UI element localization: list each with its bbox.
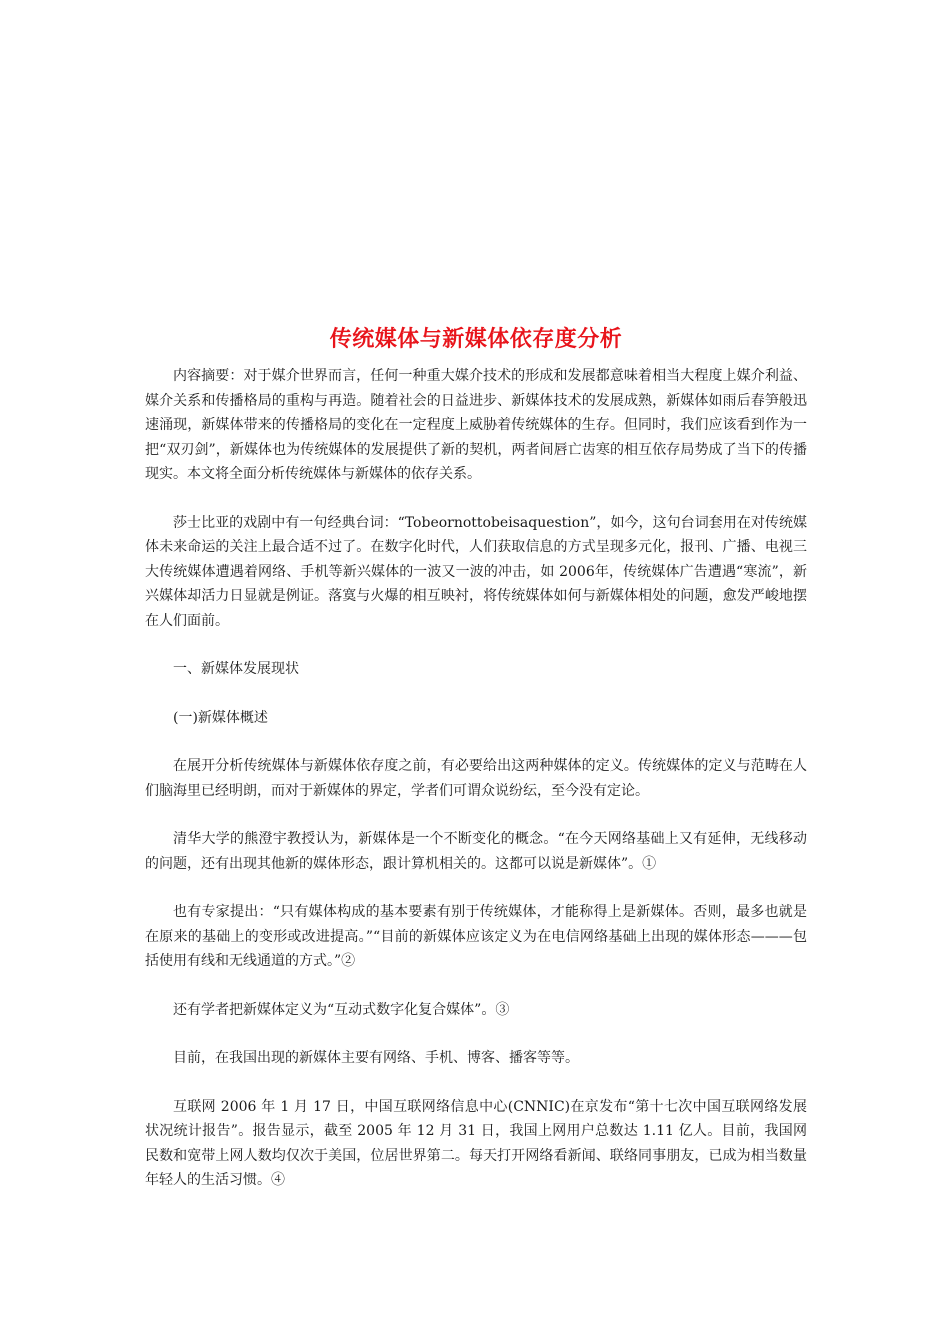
- body-paragraph: 也有专家提出：“只有媒体构成的基本要素有别于传统媒体，才能称得上是新媒体。否则，最多也就是在原来的基础上的变形或改进提高。”“目前的新媒体应该定义为在电信网络基础上出现的媒体形态———包括使用有线和无线通道的方式。”②: [145, 904, 807, 969]
- intro-paragraph: 莎士比亚的戏剧中有一句经典台词：“Tobeornottobeisaquestion”，如今，这句台词套用在对传统媒体未来命运的关注上最合适不过了。在数字化时代，人们获取信息的方式呈现多元化，报刊、广播、电视三大传统媒体遭遇着网络、手机等新兴媒体的一波又一波的冲击，如 2006年，传统媒体广告遭遇“寒流”，新兴媒体却活力日显就是例证。落寞与火爆的相互映衬，将传统媒体如何与新媒体相处的问题，愈发严峻地摆在人们面前。: [145, 514, 807, 629]
- body-paragraph: 清华大学的熊澄宇教授认为，新媒体是一个不断变化的概念。“在今天网络基础上又有延伸，无线移动的问题，还有出现其他新的媒体形态，跟计算机相关的。这都可以说是新媒体”。①: [145, 831, 807, 872]
- body-paragraph: 在展开分析传统媒体与新媒体依存度之前，有必要给出这两种媒体的定义。传统媒体的定义与范畴在人们脑海里已经明朗，而对于新媒体的界定，学者们可谓众说纷纭，至今没有定论。: [145, 758, 807, 799]
- body-paragraph: 还有学者把新媒体定义为“互动式数字化复合媒体”。③: [173, 1001, 510, 1018]
- section-heading-1: 一、新媒体发展现状: [173, 661, 299, 677]
- abstract-paragraph: 内容摘要：对于媒介世界而言，任何一种重大媒介技术的形成和发展都意味着相当大程度上媒介利益、媒介关系和传播格局的重构与再造。随着社会的日益进步、新媒体技术的发展成熟，新媒体如雨后春笋般迅速涌现，新媒体带来的传播格局的变化在一定程度上威胁着传统媒体的生存。但同时，我们应该看到作为一把“双刃剑”，新媒体也为传统媒体的发展提供了新的契机，两者间唇亡齿寒的相互依存局势成了当下的传播现实。本文将全面分析传统媒体与新媒体的依存关系。: [145, 368, 807, 482]
- document-page: [145, 322, 807, 1217]
- body-paragraph: 目前，在我国出现的新媒体主要有网络、手机、博客、播客等等。: [173, 1050, 579, 1066]
- subsection-heading-1: (一)新媒体概述: [173, 709, 268, 726]
- body-paragraph: 互联网 2006 年 1 月 17 日，中国互联网络信息中心(CNNIC)在京发布“第十七次中国互联网络发展状况统计报告”。报告显示，截至 2005 年 12 月 31 日，我国上网用户总数达 1.11 亿人。目前，我国网民数和宽带上网人数均仅次于美国，位居世界第二。每天打开网络看新闻、联络同事朋友，已成为相当数量年轻人的生活习惯。④: [145, 1098, 807, 1188]
- document-title: 传统媒体与新媒体依存度分析: [329, 326, 623, 352]
